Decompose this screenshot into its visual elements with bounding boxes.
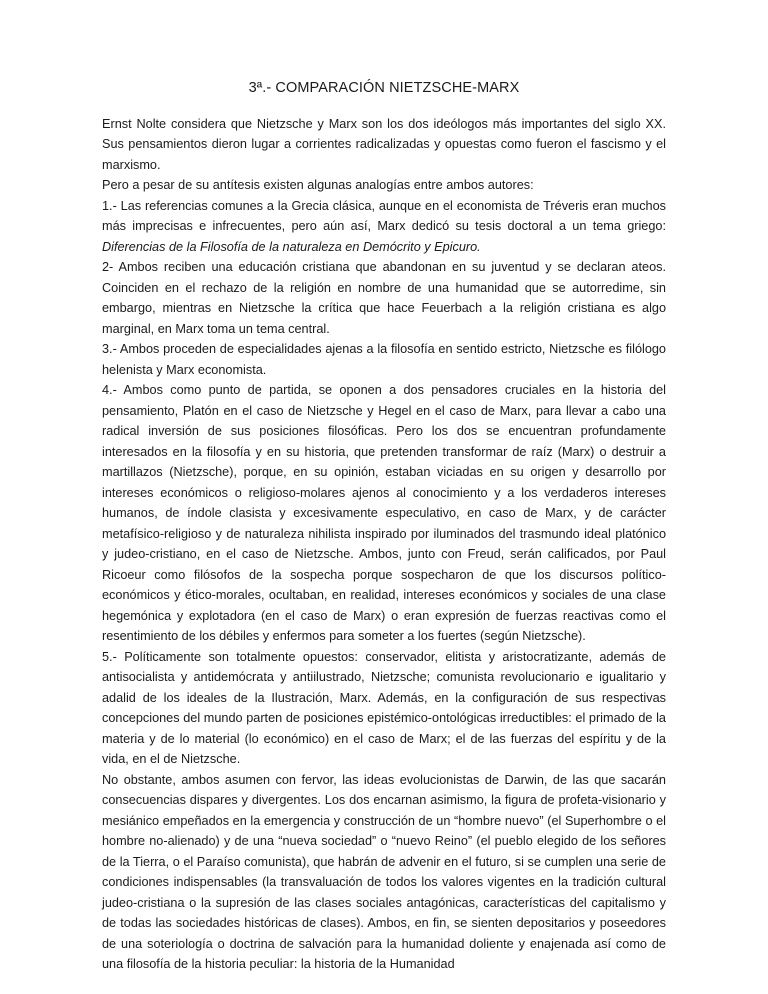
paragraph-conclusion: No obstante, ambos asumen con fervor, las ideas evolucionistas de Darwin, de las que sacarán consecuencias dispares y divergentes. Los dos encarnan asimismo, la figura de profeta-visionario y mesiánico empeñados en la emergencia y construcción de un “hombre nuevo” (el Superhombre o el hombre no-alienado) y de una “nueva sociedad” o “nuevo Reino” (el pueblo elegido de los señores de la Tierra, o el Paraíso comunista), que habrán de advenir en el futuro, si se cumplen una serie de condiciones indispensables (la transvaluación de todos los valores vigentes en la tradición cultural judeo-cristiana o la supresión de las clases sociales antagónicas, características del capitalismo y de todas las sociedades históricas de clases). Ambos, en fin, se sienten depositarios y poseedores de una soteriología o doctrina de salvación para la humanidad doliente y enajenada así como de una filosofía de la historia peculiar: la historia de la Humanidad (102, 772, 666, 971)
paragraph-point-2: 2- Ambos reciben una educación cristiana que abandonan en su juventud y se declaran ateos. Coinciden en el rechazo de la religión en nombre de una humanidad que se autorredime, sin embargo, mientras en Nietzsche la crítica que hace Feuerbach a la religión cristiana es algo marginal, en Marx toma un tema central. (102, 260, 666, 336)
point-1-text: 1.- Las referencias comunes a la Grecia clásica, aunque en el economista de Tréveris eran muchos más imprecisas e infrecuentes, pero aún así, Marx dedicó su tesis doctoral a un tema griego: (102, 198, 666, 233)
paragraph-intro: Ernst Nolte considera que Nietzsche y Marx son los dos ideólogos más importantes del siglo XX. Sus pensamientos dieron lugar a corrientes radicalizadas y opuestas como fueron el fascismo y el marxismo. (102, 116, 666, 172)
paragraph-point-4: 4.- Ambos como punto de partida, se oponen a dos pensadores cruciales en la historia del pensamiento, Platón en el caso de Nietzsche y Hegel en el caso de Marx, para llevar a cabo una radical inversión de sus posiciones filosóficas. Pero los dos se encuentran profundamente interesados en la filosofía y en su historia, que pretenden transformar de raíz (Marx) o destruir a martillazos (Nietzsche), porque, en su opinión, estaban viciadas en su origen y desarrollo por intereses económicos o religioso-molares ajenos al conocimiento y a los verdaderos intereses humanos, de índole clasista y excesivamente especulativo, en caso de Marx, y de carácter metafísico-religioso y de naturaleza nihilista inspirado por iluminados del trasmundo ideal platónico y judeo-cristiano, en el caso de Nietzsche. Ambos, junto con Freud, serán calificados, por Paul Ricoeur como filósofos de la sospecha porque sospecharon de que los discursos político-económicos y ético-morales, ocultaban, en realidad, intereses económicos y sociales de una clase hegemónica y explotadora (en el caso de Marx) o eran expresión de fuerzas reactivas como el resentimiento de los débiles y enfermos para someter a los fuertes (según Nietzsche). (102, 383, 666, 643)
thesis-title-italic: Diferencias de la Filosofía de la naturaleza en Demócrito y Epicuro. (102, 239, 481, 254)
paragraph-analogies-lead: Pero a pesar de su antítesis existen algunas analogías entre ambos autores: (102, 178, 534, 192)
page-title: 3ª.- COMPARACIÓN NIETZSCHE-MARX (248, 80, 520, 96)
document-body (102, 78, 666, 975)
paragraph-point-3: 3.- Ambos proceden de especialidades ajenas a la filosofía en sentido estricto, Nietzsche es filólogo helenista y Marx economista. (102, 342, 666, 377)
paragraph-point-1 (102, 196, 666, 258)
paragraph-point-5: 5.- Políticamente son totalmente opuestos: conservador, elitista y aristocratizante, además de antisocialista y antidemócrata y antiilustrado, Nietzsche; comunista revolucionario e igualitario y adalid de los ideales de la Ilustración, Marx. Además, en la configuración de sus respectivas concepciones del mundo parten de posiciones epistémico-ontológicas irreductibles: el primado de la materia y de lo material (lo económico) en el caso de Marx; el de las fuerzas del espíritu y de la vida, en el de Nietzsche. (102, 649, 666, 766)
